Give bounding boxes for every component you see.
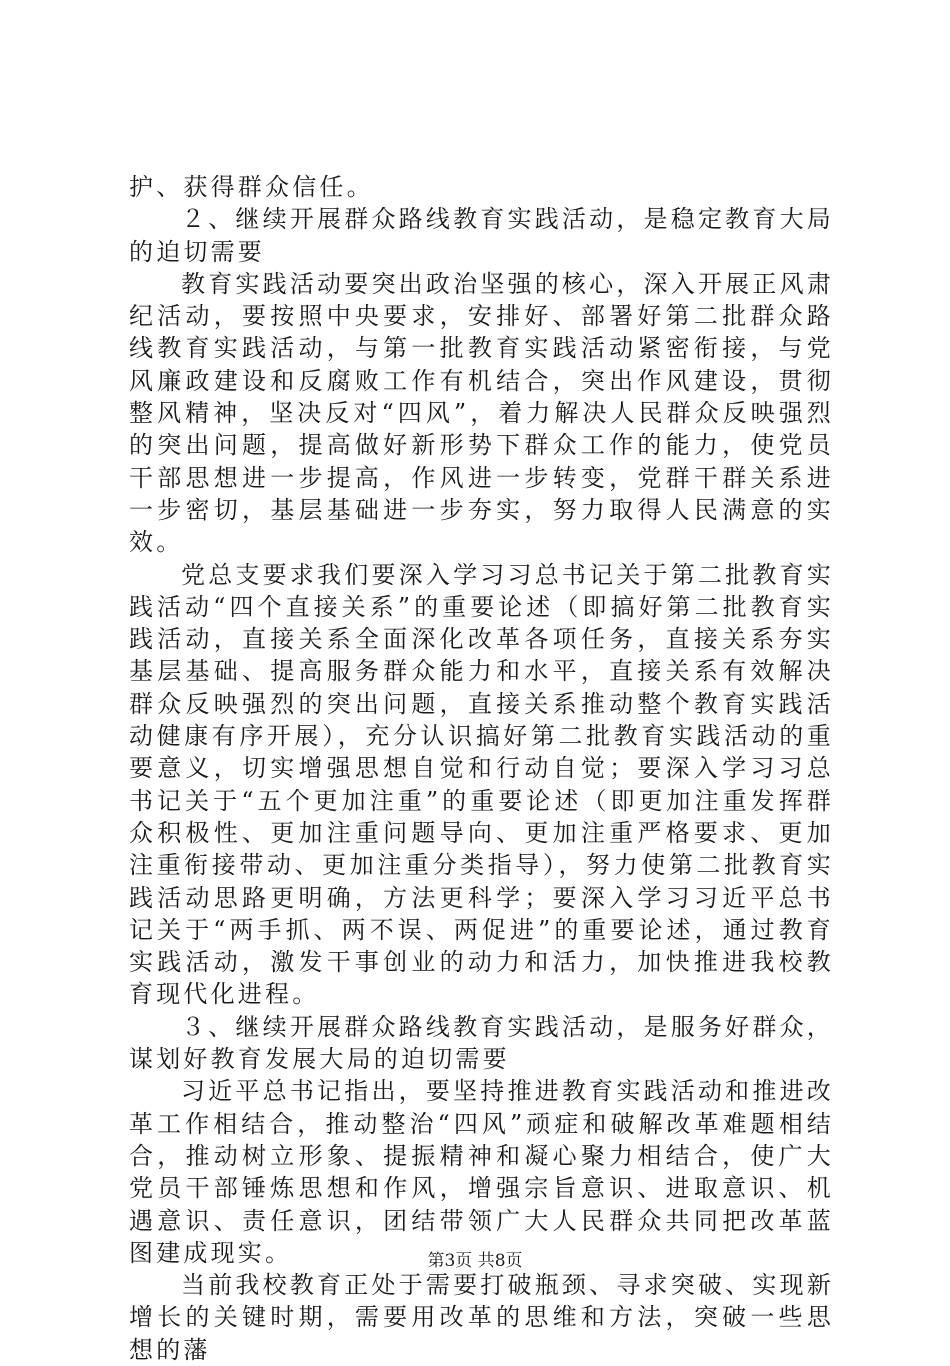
paragraph-body: 党总支要求我们要深入学习习总书记关于第二批教育实践活动“四个直接关系”的重要论述（即搞好第二批教育实践活动，直接关系全面深化改革各项任务，直接关系夯实基层基础、提高服务群众能力和水平，直接关系有效解决群众反映强烈的突出问题，直接关系推动整个教育实践活动健康有序开展），充分认识搞好第二批教育实践活动的重要意义，切实增强思想自觉和行动自觉；要深入学习习总书记关于“五个更加注重”的重要论述（即更加注重发挥群众积极性、更加注重问题导向、更加注重严格要求、更加注重衔接带动、更加注重分类指导），努力使第二批教育实践活动思路更明确，方法更科学；要深入学习习近平总书记关于“两手抓、两不误、两促进”的重要论述，通过教育实践活动，激发干事创业的动力和活力，加快推进我校教育现代化进程。 — [129, 560, 834, 1009]
paragraph-body: 当前我校教育正处于需要打破瓶颈、寻求突破、实现新增长的关键时期，需要用改革的思维和方法，突破一些思想的藩 — [129, 1271, 834, 1364]
paragraph-body: 教育实践活动要突出政治坚强的核心，深入开展正风肃纪活动，要按照中央要求，安排好、部署好第二批群众路线教育实践活动，与第一批教育实践活动紧密衔接，与党风廉政建设和反腐败工作有机结合，突出作风建设，贯彻整风精神，坚决反对“四风”，着力解决人民群众反映强烈的突出问题，提高做好新形势下群众工作的能力，使党员干部思想进一步提高，作风进一步转变，党群干群关系进一步密切，基层基础进一步夯实，努力取得人民满意的实效。 — [129, 269, 834, 557]
page-number-footer: 第3页 共8页 — [427, 1251, 523, 1271]
paragraph-continuation: 护、获得群众信任。 — [129, 173, 374, 201]
section-heading-2: ２、继续开展群众路线教育实践活动，是稳定教育大局的迫切需要 — [129, 205, 834, 266]
paragraph-body: 习近平总书记指出，要坚持推进教育实践活动和推进改革工作相结合，推动整治“四风”顽症和破解改革难题相结合，推动树立形象、提振精神和凝心聚力相结合，使广大党员干部锤炼思想和作风，增强宗旨意识、进取意识、机遇意识、责任意识，团结带领广大人民群众共同把改革蓝图建成现实。 — [129, 1077, 834, 1267]
section-heading-3: ３、继续开展群众路线教育实践活动，是服务好群众，谋划好教育发展大局的迫切需要 — [129, 1012, 834, 1074]
document-body — [129, 171, 834, 1366]
